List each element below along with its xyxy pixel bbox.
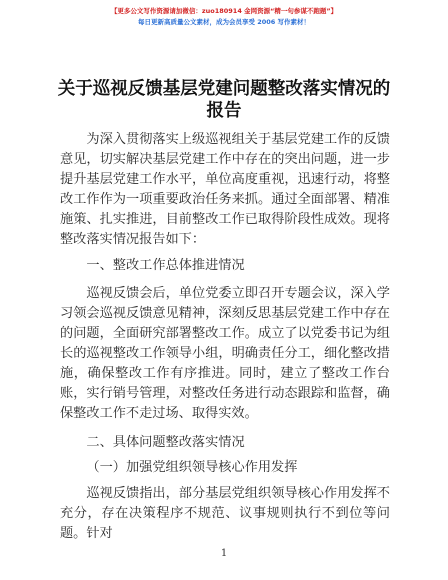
intro-paragraph: 为深入贯彻落实上级巡视组关于基层党建工作的反馈意见，切实解决基层党建工作中存在的突出问题，进一步提升基层党建工作水平，单位高度重视，迅速行动，将整改工作作为一项重要政治任务来抓。通过全面部署、精准施策、扎实推进，目前整改工作已取得阶段性成效。现将整改落实情况报告如下： (60, 132, 390, 247)
subsection-1-paragraph: 巡视反馈指出，部分基层党组织领导核心作用发挥不充分，存在决策程序不规范、议事规则执行不到位等问题。针对 (60, 486, 390, 541)
section-1-paragraph: 巡视反馈会后，单位党委立即召开专题会议，深入学习领会巡视反馈意见精神，深刻反思基层党建工作中存在的问题，全面研究部署整改工作。成立了以党委书记为组长的巡视整改工作领导小组，明确责任分工，细化整改措施，确保整改工作有序推进。同时，建立了整改工作台账，实行销号管理，对整改任务进行动态跟踪和监督，确保整改工作不走过场、取得实效。 (60, 286, 390, 421)
banner-subtitle-line: 每日更新高质量公文素材，成为会员享受 2006 写作素材！ (137, 18, 311, 26)
page-number: 1 (220, 548, 228, 559)
subsection-heading-1: （一）加强党组织领导核心作用发挥 (86, 460, 298, 475)
banner-promo-line: 【更多公文写作资源请加微信：zuo180914 金网资源“精一句参谋不跑题”】 (110, 7, 338, 15)
section-heading-1: 一、整改工作总体推进情况 (86, 258, 245, 273)
header-banner (0, 6, 448, 28)
section-heading-2: 二、具体问题整改落实情况 (86, 435, 245, 450)
document-title: 关于巡视反馈基层党建问题整改落实情况的报告 (57, 79, 391, 121)
